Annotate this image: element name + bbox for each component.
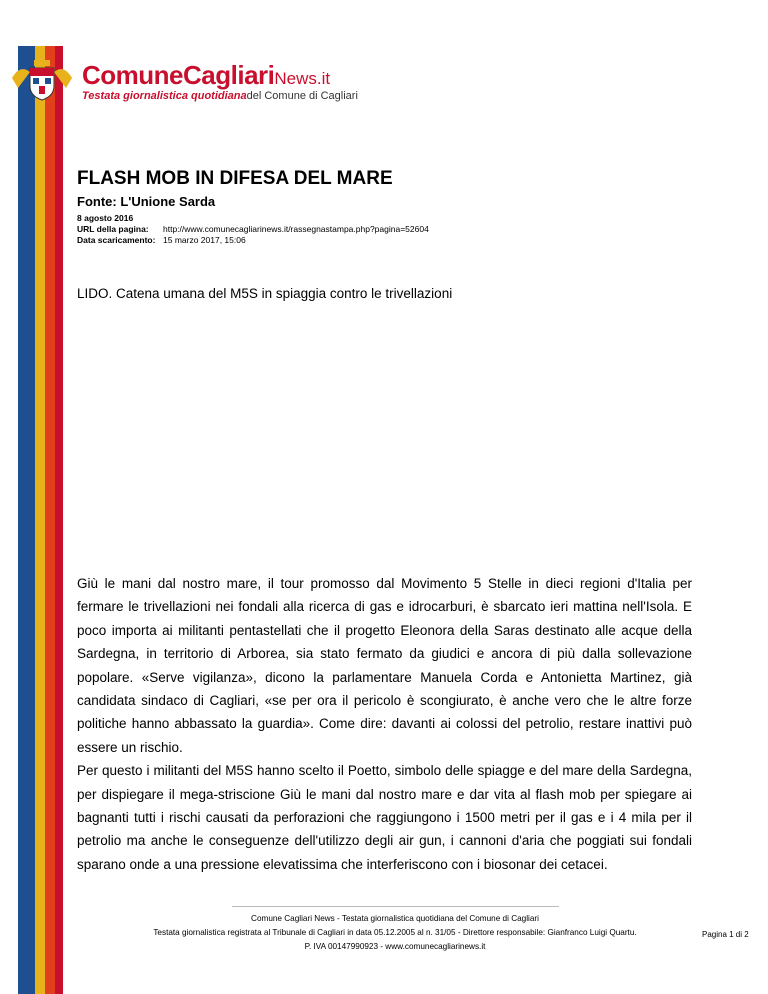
article-title: FLASH MOB IN DIFESA DEL MARE: [77, 168, 393, 189]
page-url[interactable]: http://www.comunecagliarinews.it/rassegnastampa.php?pagina=52604: [163, 224, 429, 234]
page-number: Pagina 1 di 2: [702, 930, 749, 939]
url-label: URL della pagina:: [77, 224, 149, 234]
coat-of-arms-icon: [10, 58, 74, 102]
article-source: Fonte: L'Unione Sarda: [77, 194, 216, 209]
brand-tagline: Testata giornalistica quotidianadel Comune di Cagliari: [82, 90, 358, 102]
brand-tagline-sub: del Comune di Cagliari: [246, 90, 358, 102]
site-logo[interactable]: [10, 58, 358, 108]
article-paragraph: Giù le mani dal nostro mare, il tour promosso dal Movimento 5 Stelle in dieci regioni d'Italia per fermare le trivellazioni nei fondali alla ricerca di gas e idrocarburi, è sbarcato ieri mattina nell'Isola. E poco importa ai militanti pentastellati che il progetto Eleonora della Saras destinato alle acque della Sardegna, in territorio di Arborea, sia stato fermato da giudici e ancora di più dalla sollevazione popolare. «Serve vigilanza», dicono la parlamentare Manuela Corda e Antonietta Martinez, già candidata sindaco di Cagliari, «se per ora il pericolo è scongiurato, è anche vero che le altre forze politiche hanno abbassato la guardia». Come dire: davanti ai colossi del petrolio, restare inattivi può essere un rischio.: [77, 576, 692, 755]
article-body: [77, 572, 692, 876]
brand-name: ComuneCagliariNews.it: [82, 60, 331, 90]
footer-line: Testata giornalistica registrata al Tribunale di Cagliari in data 05.12.2005 al n. 31/05 - Direttore responsabile: Gianfranco Luigi Quartu.: [153, 928, 637, 937]
footer: [120, 912, 670, 954]
footer-line: Comune Cagliari News - Testata giornalistica quotidiana del Comune di Cagliari: [251, 914, 539, 923]
article-paragraph: Per questo i militanti del M5S hanno scelto il Poetto, simbolo delle spiagge e del mare della Sardegna, per dispiegare il mega-striscione Giù le mani dal nostro mare e dar vita al flash mob per spiegare ai bagnanti tutti i rischi causati da perforazioni che raggiungono i 1500 metri per il gas e i 4 mila per il petrolio ma anche le conseguenze dell'utilizzo degli air gun, i cannoni d'aria che poggiati sui fondali sparano onde a una pressione elevatissima che interferiscono con i biosonar dei cetacei.: [77, 763, 692, 872]
article-meta: [77, 213, 429, 246]
article-subtitle: LIDO. Catena umana del M5S in spiaggia contro le trivellazioni: [77, 286, 453, 301]
footer-line: P. IVA 00147990923 - www.comunecagliarinews.it: [304, 942, 486, 951]
download-date: 15 marzo 2017, 15:06: [163, 235, 246, 245]
footer-divider: [232, 906, 559, 907]
brand-suffix: News.it: [274, 69, 331, 88]
download-label: Data scaricamento:: [77, 235, 156, 245]
article-date: 8 agosto 2016: [77, 213, 134, 223]
decorative-color-stripes: [18, 46, 63, 994]
